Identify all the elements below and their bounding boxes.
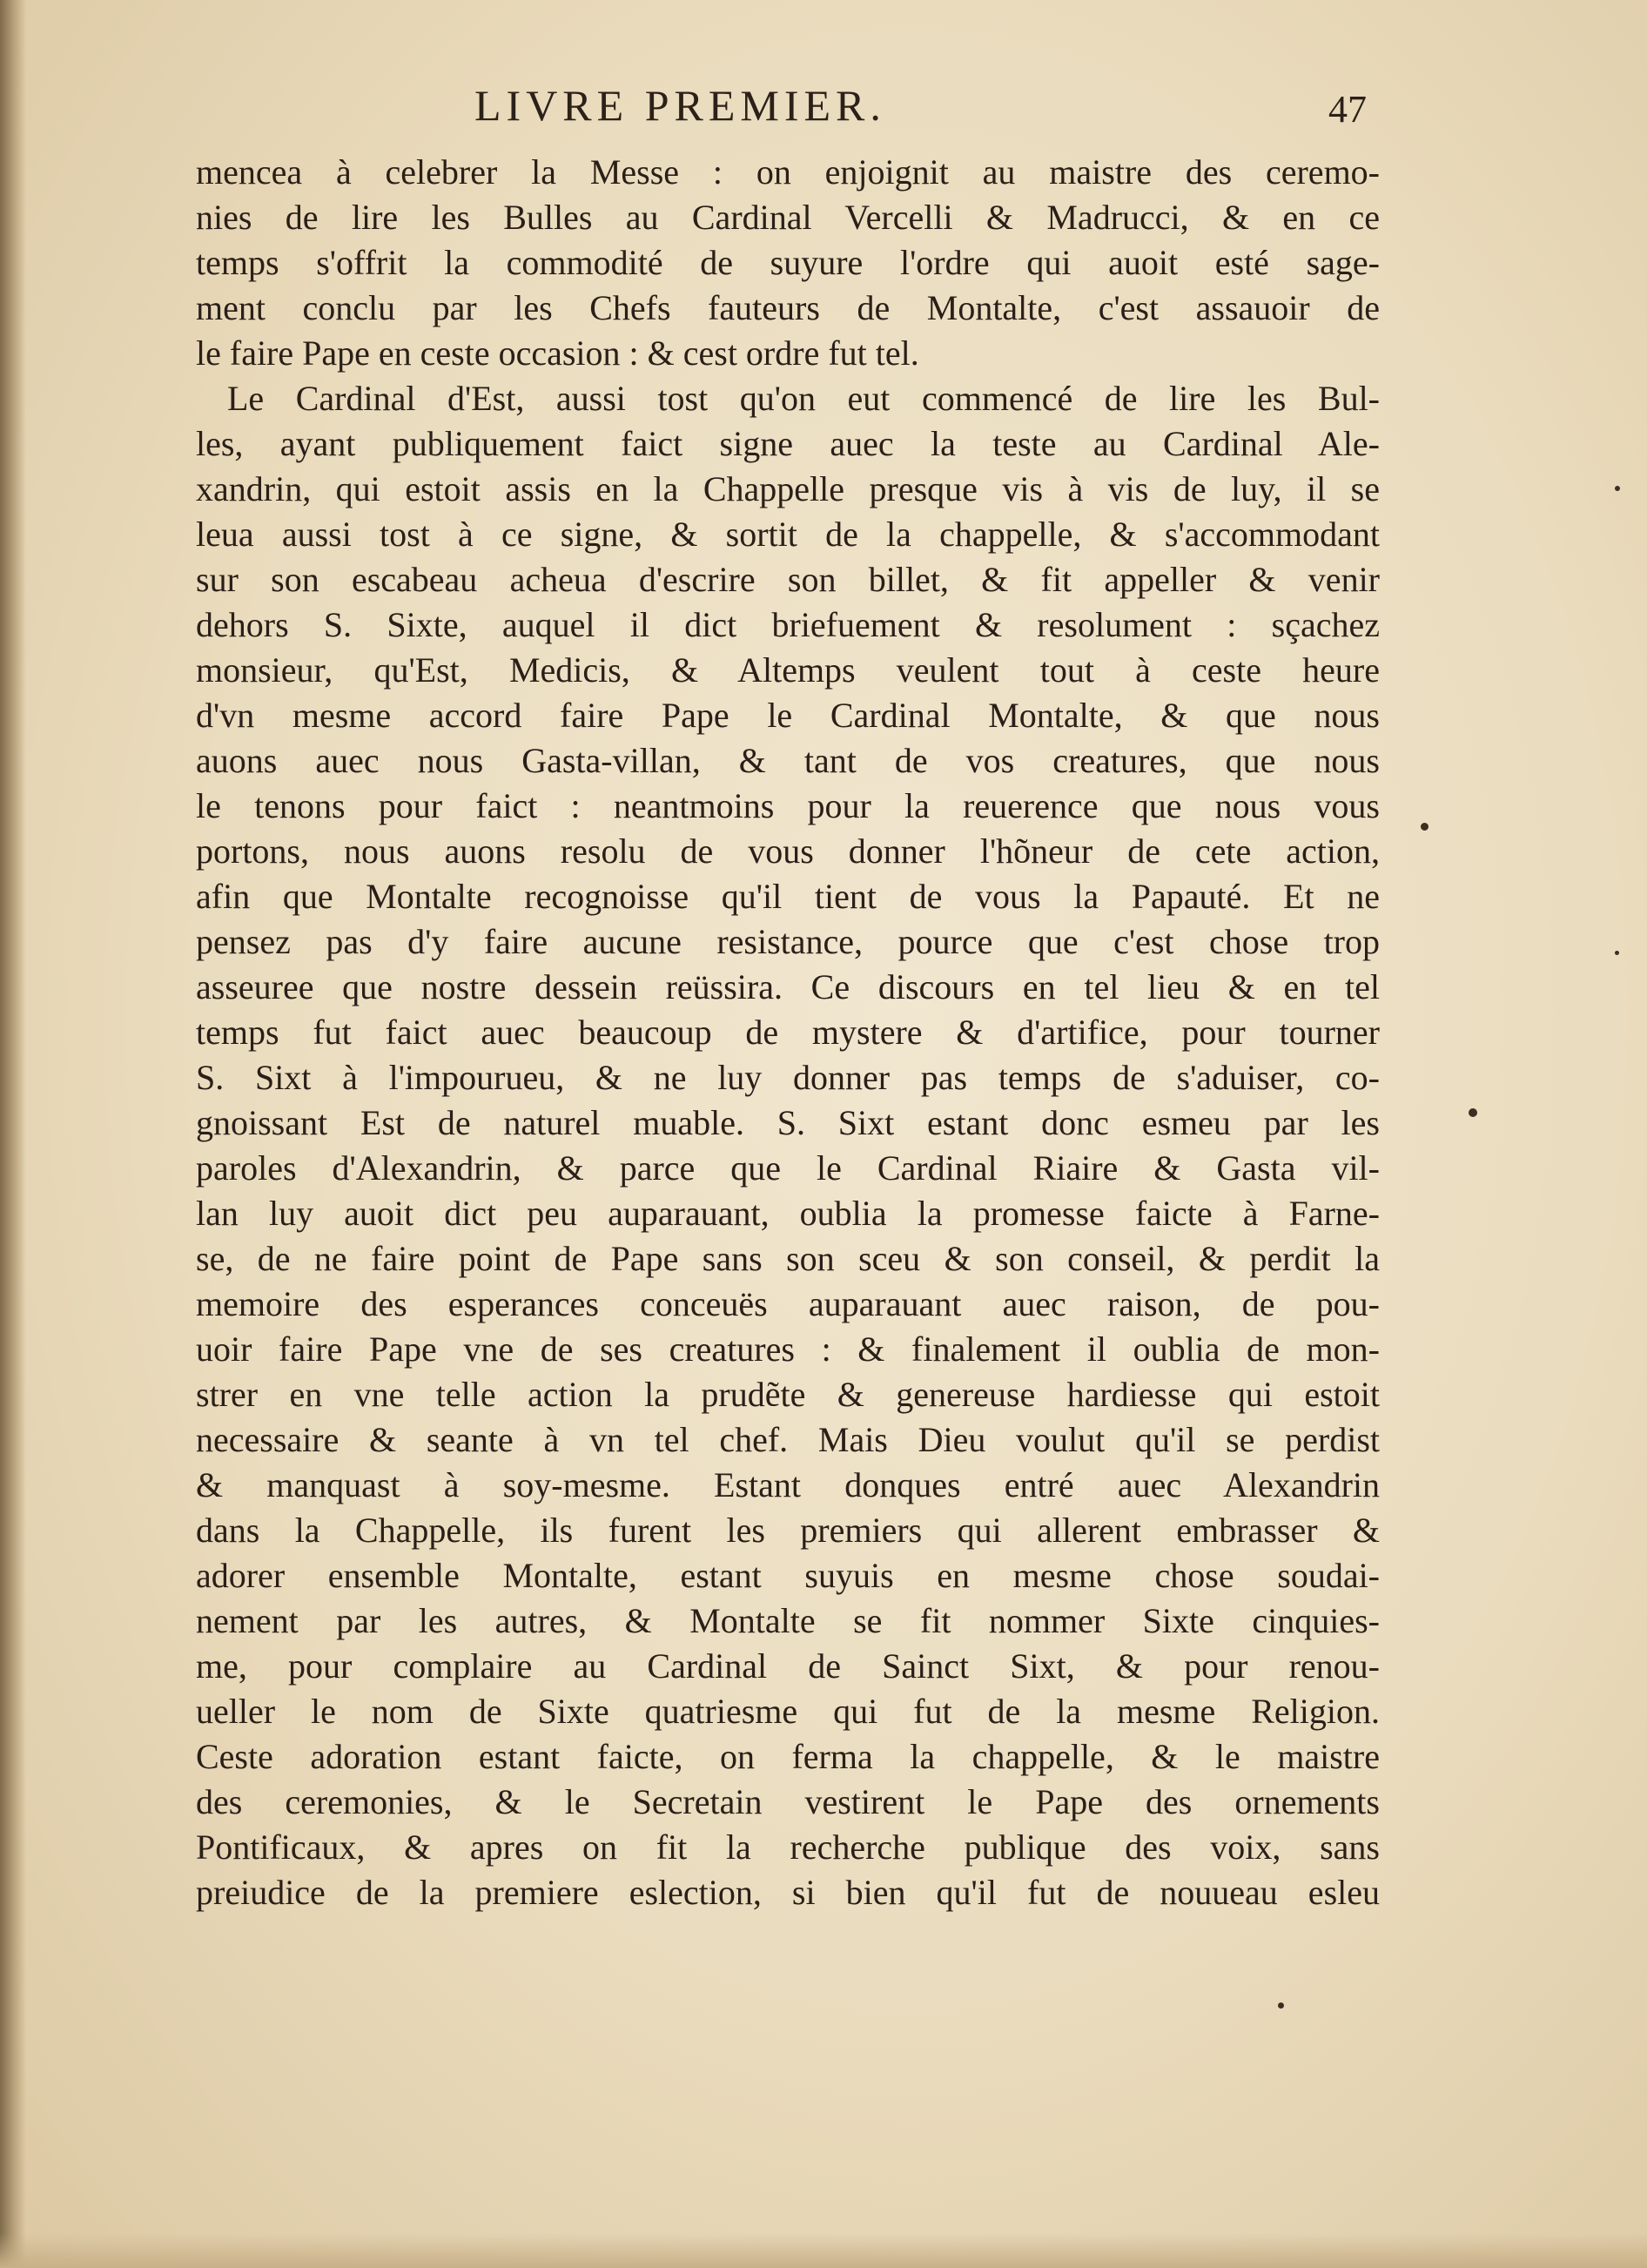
text-line: Ceste adoration estant faicte, on ferma la chappelle, & le maistre (196, 1737, 1380, 1776)
text-line: temps fut faict auec beaucoup de mystere & d'artifice, pour tourner (196, 1013, 1380, 1052)
text-line: sur son escabeau acheua d'escrire son billet, & fit appeller & venir (196, 560, 1380, 599)
text-line: mencea à celebrer la Messe : on enjoignit au maistre des ceremo- (196, 152, 1380, 192)
text-line: pensez pas d'y faire aucune resistance, pource que c'est chose trop (196, 922, 1380, 961)
text-line: asseuree que nostre dessein reüssira. Ce discours en tel lieu & en tel (196, 967, 1380, 1006)
text-line: auons auec nous Gasta-villan, & tant de vos creatures, que nous (196, 741, 1380, 780)
body-text (196, 150, 1380, 1915)
text-line: leua aussi tost à ce signe, & sortit de la chappelle, & s'accommodant (196, 515, 1380, 554)
text-line: memoire des esperances conceuës auparauant auec raison, de pou- (196, 1284, 1380, 1323)
text-line: me, pour complaire au Cardinal de Sainct Sixt, & pour renou- (196, 1646, 1380, 1686)
text-line: Pontificaux, & apres on fit la recherche publique des voix, sans (196, 1827, 1380, 1867)
text-line: uoir faire Pape vne de ses creatures : & finalement il oublia de mon- (196, 1329, 1380, 1369)
text-line: ment conclu par les Chefs fauteurs de Montalte, c'est assauoir de (196, 288, 1380, 327)
text-line: gnoissant Est de naturel muable. S. Sixt estant donc esmeu par les (196, 1103, 1380, 1142)
text-line: lan luy auoit dict peu auparauant, oublia la promesse faicte à Farne- (196, 1194, 1380, 1233)
text-line: strer en vne telle action la prudẽte & genereuse hardiesse qui estoit (196, 1375, 1380, 1414)
page-gutter-shadow (0, 0, 26, 2268)
text-line: Le Cardinal d'Est, aussi tost qu'on eut commencé de lire les Bul- (227, 379, 1380, 418)
ink-speck (1615, 951, 1619, 955)
text-line: monsieur, qu'Est, Medicis, & Altemps veulent tout à ceste heure (196, 650, 1380, 690)
text-line: necessaire & seante à vn tel chef. Mais Dieu voulut qu'il se perdist (196, 1420, 1380, 1459)
text-line: le faire Pape en ceste occasion : & cest ordre fut tel. (196, 333, 919, 373)
ink-speck (1278, 2002, 1284, 2009)
text-line: paroles d'Alexandrin, & parce que le Cardinal Riaire & Gasta vil- (196, 1148, 1380, 1188)
text-line: preiudice de la premiere eslection, si bien qu'il fut de nouueau esleu (196, 1873, 1380, 1912)
text-line: se, de ne faire point de Pape sans son sceu & son conseil, & perdit la (196, 1239, 1380, 1278)
text-line: ueller le nom de Sixte quatriesme qui fut de la mesme Religion. (196, 1692, 1380, 1731)
page-bottom-edge (0, 2233, 1647, 2268)
text-line: dehors S. Sixte, auquel il dict briefuement & resolument : sçachez (196, 605, 1380, 644)
text-line: des ceremonies, & le Secretain vestirent le Pape des ornements (196, 1782, 1380, 1821)
text-line: le tenons pour faict : neantmoins pour la reuerence que nous vous (196, 786, 1380, 825)
text-line: dans la Chappelle, ils furent les premiers qui allerent embrasser & (196, 1511, 1380, 1550)
ink-speck (1469, 1108, 1477, 1117)
text-line: xandrin, qui estoit assis en la Chappelle presque vis à vis de luy, il se (196, 469, 1380, 508)
running-title: LIVRE PREMIER. (474, 81, 886, 130)
text-line: S. Sixt à l'impourueu, & ne luy donner pas temps de s'aduiser, co- (196, 1058, 1380, 1097)
text-line: portons, nous auons resolu de vous donner l'hõneur de cete action, (196, 831, 1380, 871)
ink-speck (1421, 823, 1429, 831)
text-line: adorer ensemble Montalte, estant suyuis en mesme chose soudai- (196, 1556, 1380, 1595)
text-line: d'vn mesme accord faire Pape le Cardinal Montalte, & que nous (196, 696, 1380, 735)
page-header (322, 80, 1367, 141)
ink-speck (1615, 486, 1620, 491)
page-number: 47 (1328, 88, 1367, 131)
text-line: les, ayant publiquement faict signe auec la teste au Cardinal Ale- (196, 424, 1380, 463)
text-line: afin que Montalte recognoisse qu'il tient de vous la Papauté. Et ne (196, 877, 1380, 916)
text-line: nies de lire les Bulles au Cardinal Vercelli & Madrucci, & en ce (196, 198, 1380, 237)
text-line: temps s'offrit la commodité de suyure l'ordre qui auoit esté sage- (196, 243, 1380, 282)
text-line: & manquast à soy-mesme. Estant donques entré auec Alexandrin (196, 1465, 1380, 1504)
text-line: nement par les autres, & Montalte se fit nommer Sixte cinquies- (196, 1601, 1380, 1640)
